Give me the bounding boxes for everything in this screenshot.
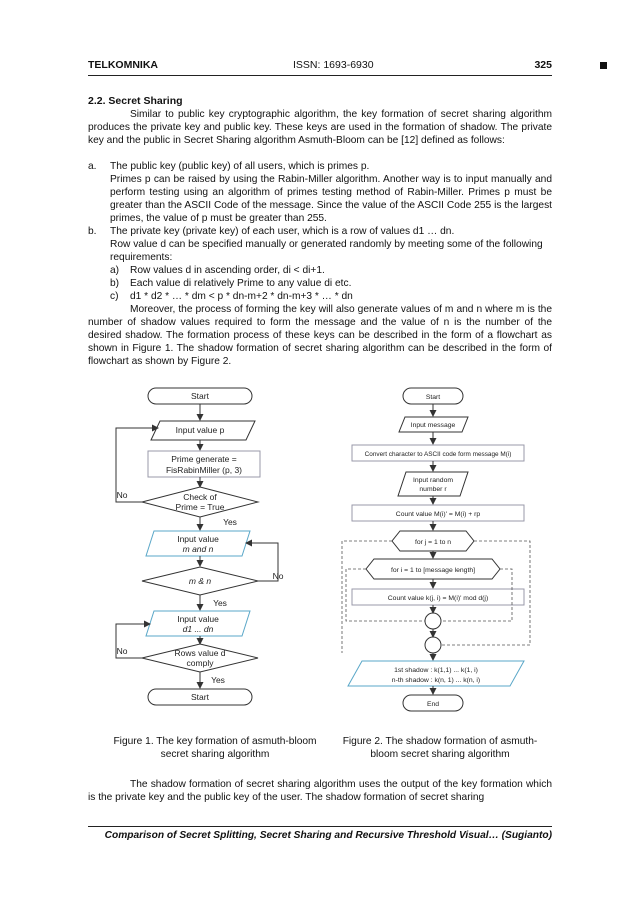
for-i-label: for i = 1 to [message length] bbox=[390, 567, 476, 574]
sub-item-marker: b) bbox=[110, 278, 120, 289]
figure-1-flowchart bbox=[100, 380, 330, 710]
sub-item-marker: a) bbox=[110, 265, 120, 276]
for-j-label: for j = 1 to n bbox=[414, 539, 452, 546]
yes-label: Yes bbox=[211, 675, 225, 685]
count-k-label: Count value k(j, i) = M(i)' mod d(j) bbox=[387, 595, 489, 602]
paragraph-2: Moreover, the process of forming the key will also generate values of m and n where m is the number of shadow values required to form the message and the value of n is the number of the desired shadow. The formation process of these keys can be described in the form of a flowchart as shown in Figure 1. The shadow formation of secret sharing algorithm can be described in the form of flowchart as shown by Figure 2. bbox=[88, 304, 552, 367]
figure-1-caption bbox=[90, 735, 340, 761]
sub-item-text: d1 * d2 * … * dm < p * dn-m+2 * dn-m+3 * … * dn bbox=[130, 291, 353, 302]
input-p-label: Input value p bbox=[175, 425, 225, 435]
caption-line: Figure 2. The shadow formation of asmuth- bbox=[342, 736, 538, 747]
item-a-text: The public key (public key) of all users, which is primes p. bbox=[110, 161, 370, 172]
prime-gen-label-2: FisRabinMiller (p, 3) bbox=[165, 465, 243, 475]
start-label: Start bbox=[425, 394, 441, 401]
end-label: Start bbox=[191, 692, 209, 702]
start-label: Start bbox=[191, 391, 209, 401]
header-rule bbox=[88, 75, 552, 76]
sub-item-text: Row values d in ascending order, di < di+1. bbox=[130, 265, 325, 276]
no-label: No bbox=[272, 571, 284, 581]
caption-line: Figure 1. The key formation of asmuth-bloom bbox=[113, 736, 317, 747]
rows-label-1: Rows value d bbox=[174, 648, 226, 658]
convert-label: Convert character to ASCII code form message M(i) bbox=[364, 451, 512, 458]
item-b-detail: Row value d can be specified manually or generated randomly by meeting some of the following requirements: bbox=[110, 239, 543, 263]
paragraph-3: The shadow formation of secret sharing algorithm uses the output of the key formation which is the private key and the public key of the user. The shadow formation of secret sharing bbox=[88, 779, 552, 803]
connector-i bbox=[425, 613, 441, 629]
sub-item-text: Each value di relatively Prime to any value di etc. bbox=[130, 278, 352, 289]
check-label-2: Prime = True bbox=[175, 502, 225, 512]
issn: ISSN: 1693-6930 bbox=[293, 59, 374, 71]
no-label: No bbox=[116, 490, 128, 500]
figure-2-caption bbox=[325, 735, 555, 761]
shadow-label-1: 1st shadow : k(1,1) ... k(1, i) bbox=[394, 667, 478, 674]
random-label-2: number r bbox=[419, 486, 447, 493]
end-label: End bbox=[426, 701, 440, 708]
check-label-1: Check of bbox=[183, 492, 217, 502]
intro-paragraph: Similar to public key cryptographic algorithm, the key formation of secret sharing algorithm produces the private key and public key. These keys are used in the formation of shadow. The private key and the public in Secret Sharing algorithm Asmuth-Bloom can be [12] defined as follows: bbox=[88, 109, 552, 146]
input-message-label: Input message bbox=[410, 422, 456, 429]
caption-line: bloom secret sharing algorithm bbox=[370, 749, 510, 760]
running-footer: Comparison of Secret Splitting, Secret Sharing and Recursive Threshold Visual… (Sugianto) bbox=[104, 830, 552, 841]
input-mn-label-1: Input value bbox=[177, 534, 219, 544]
yes-label: Yes bbox=[213, 598, 227, 608]
item-b-marker: b. bbox=[88, 226, 97, 237]
square-bullet-icon bbox=[600, 62, 607, 69]
figure-2-flowchart bbox=[340, 380, 535, 720]
section-title: 2.2. Secret Sharing bbox=[88, 95, 183, 107]
item-a-detail: Primes p can be raised by using the Rabin-Miller algorithm. Another way is to input manually and perform testing using an algorithm of primes testing method of Rabin-Miller. Primes p must be greater than the ASCII Code of the message. Since the value of the ASCII Code 255 is the largest primes, the value of p must be greater than 255. bbox=[110, 174, 552, 224]
journal-name: TELKOMNIKA bbox=[88, 59, 158, 71]
shadow-label-2: n-th shadow : k(n, 1) ... k(n, i) bbox=[391, 677, 481, 684]
count-label: Count value M(i)' = M(i) + rp bbox=[395, 511, 481, 518]
random-label-1: Input random bbox=[412, 477, 454, 484]
footer-rule bbox=[88, 826, 552, 827]
input-d-label-2: d1 ... dn bbox=[182, 624, 214, 634]
yes-label: Yes bbox=[223, 517, 237, 527]
rows-label-2: comply bbox=[186, 658, 214, 668]
caption-line: secret sharing algorithm bbox=[160, 749, 270, 760]
no-label: No bbox=[116, 646, 128, 656]
input-mn-label-2: m and n bbox=[182, 544, 214, 554]
input-d-label-1: Input value bbox=[177, 614, 219, 624]
connector-j bbox=[425, 637, 441, 653]
page-number: 325 bbox=[534, 59, 552, 71]
mn-diamond-label: m & n bbox=[188, 576, 212, 586]
prime-gen-label-1: Prime generate = bbox=[171, 454, 237, 464]
running-header bbox=[88, 59, 552, 73]
item-b-text: The private key (private key) of each user, which is a row of values d1 … dn. bbox=[110, 226, 455, 237]
item-a-marker: a. bbox=[88, 161, 97, 172]
sub-item-marker: c) bbox=[110, 291, 119, 302]
